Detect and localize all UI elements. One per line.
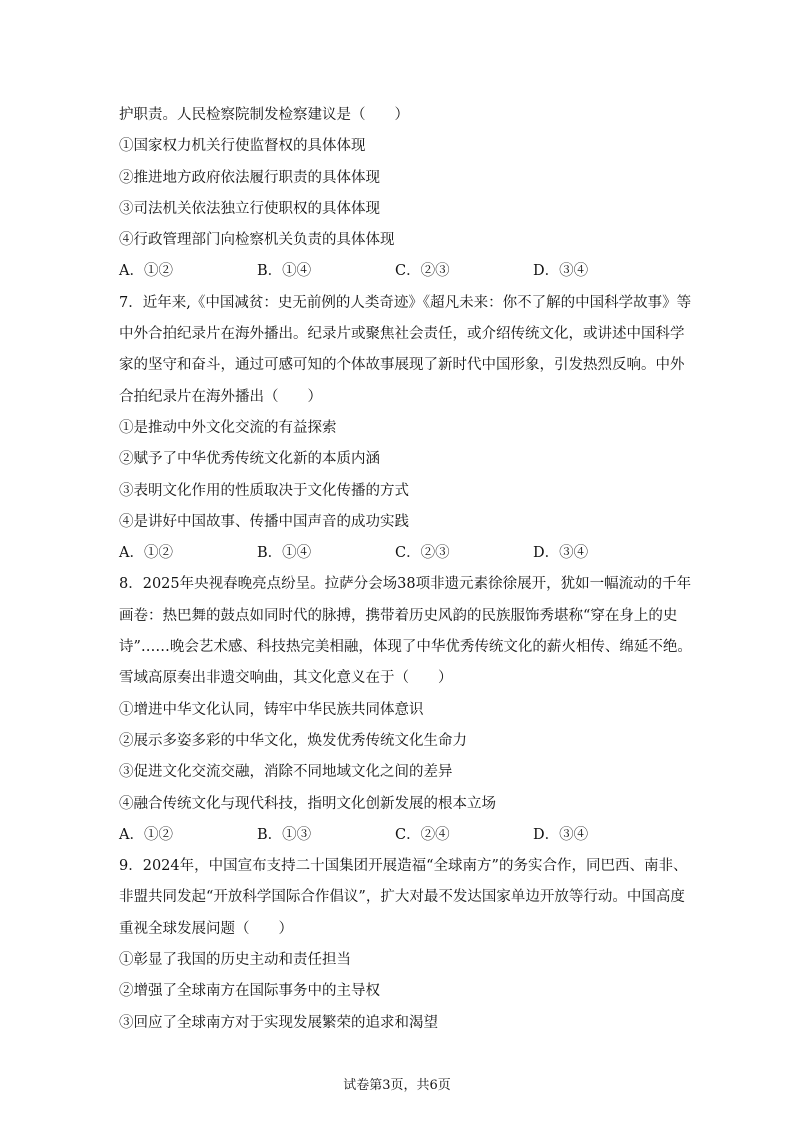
- question-8: [119, 569, 692, 851]
- question-stem-line: 画卷：热巴舞的鼓点如同时代的脉搏，携带着历史风韵的民族服饰秀堪称“穿在身上的史: [119, 607, 678, 624]
- option-c: C．②③: [395, 263, 450, 280]
- question-stem-line: 9．2024年，中国宣布支持二十国集团开展造福“全球南方”的务实合作，同巴西、南非、: [119, 858, 688, 875]
- answer-options: [119, 538, 679, 569]
- option-c: C．②③: [395, 545, 450, 562]
- option-c: C．②④: [395, 826, 450, 843]
- question-stem-line: 诗”……晚会艺术感、科技热完美相融，体现了中华优秀传统文化的薪火相传、绵延不绝。: [119, 639, 692, 656]
- question-stem-line: 重视全球发展问题（ ）: [119, 920, 293, 937]
- question-6-tail: [119, 100, 679, 288]
- page-content: [119, 100, 692, 1039]
- statement-item: ①国家权力机关行使监督权的具体体现: [119, 138, 366, 155]
- statement-item: ①彰显了我国的历史主动和责任担当: [119, 952, 351, 969]
- option-d: D．③④: [533, 826, 589, 843]
- question-7: [119, 288, 692, 570]
- statement-item: ③促进文化交流交融，消除不同地域文化之间的差异: [119, 764, 453, 781]
- answer-options: [119, 820, 679, 851]
- question-stem-line: 7．近年来,《中国减贫：史无前例的人类奇迹》《超凡未来：你不了解的中国科学故事》等: [119, 294, 692, 311]
- option-b: B．①④: [257, 263, 312, 280]
- option-a: A．①②: [119, 826, 173, 843]
- question-stem-line: 家的坚守和奋斗，通过可感可知的个体故事展现了新时代中国形象，引发热烈反响。中外: [119, 357, 685, 374]
- question-stem-line: 中外合拍纪录片在海外播出。纪录片或聚焦社会责任，或介绍传统文化，或讲述中国科学: [119, 326, 685, 343]
- option-b: B．①④: [257, 545, 312, 562]
- option-a: A．①②: [119, 263, 173, 280]
- option-b: B．①③: [257, 826, 312, 843]
- question-stem-line: 8．2025年央视春晚亮点纷呈。拉萨分会场38项非遗元素徐徐展开，犹如一幅流动的千年: [119, 576, 692, 593]
- statement-item: ③回应了全球南方对于实现发展繁荣的追求和渴望: [119, 1014, 438, 1031]
- statement-item: ①是推动中外文化交流的有益探索: [119, 419, 337, 436]
- answer-options: [119, 256, 679, 287]
- option-d: D．③④: [533, 263, 589, 280]
- option-a: A．①②: [119, 545, 173, 562]
- question-9: [119, 851, 688, 1039]
- statement-item: ②推进地方政府依法履行职责的具体体现: [119, 169, 380, 186]
- statement-item: ②增强了全球南方在国际事务中的主导权: [119, 983, 380, 1000]
- statement-item: ④行政管理部门向检察机关负责的具体体现: [119, 232, 395, 249]
- statement-item: ④融合传统文化与现代科技，指明文化创新发展的根本立场: [119, 795, 496, 812]
- question-stem-line: 护职责。人民检察院制发检察建议是（ ）: [119, 107, 409, 123]
- statement-item: ②赋予了中华优秀传统文化新的本质内涵: [119, 451, 380, 468]
- page-footer: 试卷第3页，共6页: [343, 1078, 451, 1093]
- statement-item: ②展示多姿多彩的中华文化，焕发优秀传统文化生命力: [119, 732, 467, 749]
- statement-item: ④是讲好中国故事、传播中国声音的成功实践: [119, 513, 409, 530]
- statement-item: ③表明文化作用的性质取决于文化传播的方式: [119, 482, 409, 499]
- question-stem-line: 非盟共同发起“开放科学国际合作倡议”，扩大对最不发达国家单边开放等行动。中国高度: [119, 889, 685, 906]
- statement-item: ③司法机关依法独立行使职权的具体体现: [119, 200, 380, 217]
- statement-item: ①增进中华文化认同，铸牢中华民族共同体意识: [119, 701, 424, 718]
- question-stem-line: 雪域高原奏出非遗交响曲，其文化意义在于（ ）: [119, 670, 453, 687]
- question-stem-line: 合拍纪录片在海外播出（ ）: [119, 388, 322, 405]
- option-d: D．③④: [533, 545, 589, 562]
